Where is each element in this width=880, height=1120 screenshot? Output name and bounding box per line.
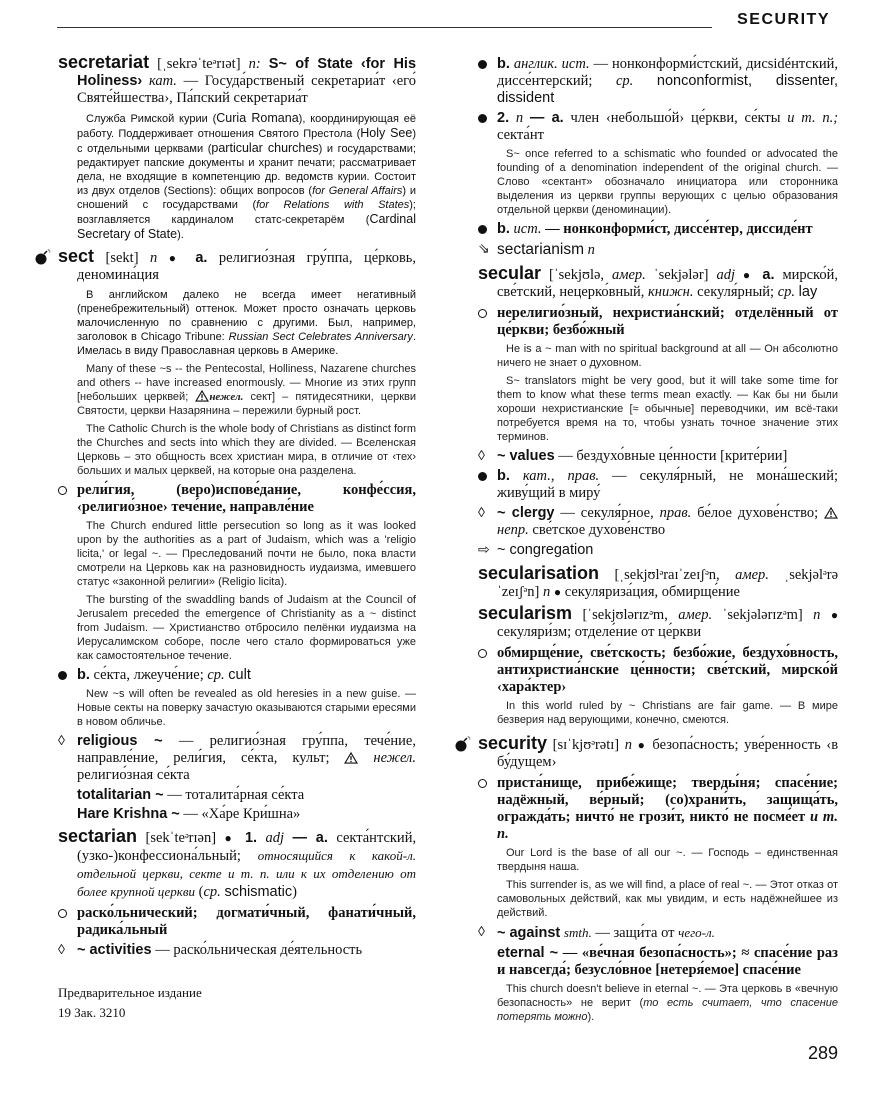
note-text: ) и сношений с государствами ( (77, 185, 416, 211)
sense-label: b. (77, 667, 90, 683)
translation: — секуля́рное, (560, 505, 654, 521)
part-of-speech: n (587, 242, 595, 258)
translation: — нонконформи́стский, дисsidéнтский, диссе́нтерский; (497, 56, 839, 89)
sense-label: a. (762, 267, 775, 283)
translation: све́тское духове́нство (532, 522, 666, 538)
headword: security (478, 733, 548, 753)
translation: рели́гия, (веро)испове́дание, конфе́ссия, ‹религио́зное› тече́ние, направле́ние (77, 482, 416, 515)
example-text: Many of these ~s -- the Pentecostal, Holliness, Nazarene churches and others -- have increased enormously. — Многие из этих групп [небольших церквей; (77, 363, 416, 403)
arrow-right-icon: ⇨ (478, 543, 490, 558)
phrase: S~ of State (268, 56, 353, 72)
translation: обмирще́ние, све́тскость; безбо́жие, бездухо́вность, антихристиа́нские це́нности; све́тский, мирско́й ‹хара́ктер› (497, 645, 838, 695)
example: Our Lord is the base of all our ~. — Господь – единственная твердыня наша. (497, 847, 838, 873)
headword: secular (478, 263, 542, 283)
footer (58, 983, 416, 1023)
page-header (0, 0, 880, 40)
phonetic: [ˈsekjʊlə, (548, 267, 605, 283)
diamond-icon: ◊ (58, 943, 65, 958)
usage-label: ист. (513, 221, 542, 237)
phonetic: ˌsekjəlᵊrəˈzeɪʃᵊn] (497, 567, 839, 600)
phonetic: [sekˈteᵊrɪən] (145, 830, 217, 846)
usage-label: амер. (678, 607, 713, 623)
bullet-icon (478, 110, 494, 128)
headword: secretariat (58, 52, 150, 72)
part-of-speech: n: (248, 56, 261, 72)
compare-word: schismatic (224, 884, 293, 900)
translation: — тоталита́рная се́кта (167, 787, 305, 803)
example (497, 982, 838, 1024)
subsense (478, 305, 838, 339)
entry-secularisation (478, 565, 838, 601)
ring-icon (478, 775, 494, 793)
bullet-icon: ● (553, 585, 562, 599)
usage-label: прав. (659, 505, 692, 521)
paren-open: ( (198, 884, 204, 900)
idiom-phrase: ~ values (497, 448, 555, 464)
usage-label: кат. (148, 73, 177, 89)
phonetic: [ˈsekjʊlərɪzᵊm, (582, 607, 668, 623)
translation: секта́нтский, (узко-)конфессиона́льный; (77, 830, 417, 864)
sense-2b (478, 221, 838, 238)
subsense (58, 482, 416, 516)
header-rule (57, 27, 712, 28)
bomb-icon (34, 248, 52, 266)
idiom (478, 448, 838, 465)
note-text: . Имелась в виду Православная церковь в Америке. (77, 331, 416, 357)
derivative (478, 241, 838, 259)
entry-secular (478, 265, 838, 301)
translation: секуля́рный; (697, 284, 775, 300)
phonetic: ˈsekjələr] (653, 267, 709, 283)
compare-word: cult (228, 667, 251, 683)
note-text: ) с отдельными церквами ( (77, 128, 416, 155)
example-text: сект] – пятидесятники, церкви Святости, церкви Назарянина – пережили бурный рост. (77, 391, 417, 417)
example: S~ translators might be very good, but it will take some time for them to know what these terms mean exactly. — Как бы ни были хороши нехристианские [≈ обычные] переводчики, им всё-таки потребуется время на то, чтобы узнать точное значение этих терминов. (497, 375, 838, 443)
note-text: ), координирующая её работу. Поддерживает отношения Святого Престола ( (77, 113, 416, 140)
diamond-icon: ◊ (478, 506, 485, 521)
headword: secularism (478, 603, 573, 623)
entry-sectarian (58, 828, 416, 901)
translation: религио́зная гру́ппа, це́рковь, деномина́ция (77, 250, 417, 283)
headword: secularisation (478, 563, 600, 583)
phonetic: [sɪˈkjʊᵊrətɪ] (552, 737, 620, 753)
footer-edition: Предварительное издание (58, 985, 202, 1000)
translation: раско́льнический; догмати́чный, фанати́чный, радика́льный (77, 905, 416, 938)
idiom-phrase: religious ~ (77, 733, 163, 749)
example: The Church endured little persecution so long as it was looked upon by the authorities as a part of Judaism, which was a 'religio licita,' or legal ~. — Преследований почти не было, пока власти смотрели на Церковь как на разновидность иудаизма, имевшего статус «законной религии» (Religio licita). (77, 520, 416, 588)
translation: — «Ха́ре Кри́шна» (183, 806, 301, 822)
footer-order: 19 Зак. 3210 (58, 1005, 126, 1020)
paren-close: ) (292, 884, 297, 900)
translation: се́кта, лжеуче́ние; (93, 667, 204, 683)
translation: секуляри́зм; отделе́ние от це́ркви (497, 624, 702, 640)
note-term: Curia Romana (216, 111, 299, 125)
idiom (58, 942, 416, 959)
translation: религио́зная се́кта (77, 767, 190, 783)
note-term: Holy See (360, 126, 413, 140)
sense-label: b. (497, 56, 510, 72)
bullet-icon: ● (168, 251, 184, 265)
example: He is a ~ man with no spiritual background at all — Он абсолютно ничего не знает о духовном. (497, 343, 838, 369)
translation: — раско́льническая де́ятельность (155, 942, 363, 958)
usage-label: амер. (611, 267, 646, 283)
example (77, 362, 416, 418)
usage-label: кат., прав. (522, 468, 600, 484)
ring-icon (478, 305, 494, 323)
idiom (478, 945, 838, 979)
note-term: particular churches (211, 141, 319, 155)
entry-security (478, 735, 838, 771)
idiom (58, 733, 416, 784)
idiom-phrase: ~ clergy (497, 505, 555, 521)
translation: — «ве́чная безопа́сность»; ≈ спасе́ние раз и навсегда́; безусло́вное [нетеря́емое] спасе́ние (497, 945, 839, 978)
warning-triangle-icon (195, 390, 209, 402)
part-of-speech: adj (716, 267, 735, 283)
usage-note (77, 111, 416, 242)
translation: — нонконформи́ст, диссе́нтер, диссиде́нт (545, 221, 813, 237)
ring-icon (58, 482, 74, 500)
translation: — секуля́рный, не мона́шеский; живу́щий в миру́ (497, 468, 838, 501)
note-text: ) и государствами; редактирует папские документы и хранит печати; рассматривает дела, не входящие в компетенцию др. ведомств курии. Состоит из двух отделов (Sections): общих вопросов ( (77, 143, 416, 197)
translation: мирско́й, све́тский, нецерко́вный, (497, 267, 839, 300)
headword: sectarian (58, 826, 138, 846)
translation: — Госуда́рственый секретариа́т ‹его́ Святе́йшества›, Па́пский секретариа́т (77, 73, 416, 106)
bullet-icon (478, 221, 494, 239)
note-text: ); возглавляется кардиналом статс-секретарём ( (77, 199, 416, 226)
part-of-speech: adj (265, 830, 285, 846)
ring-icon (478, 645, 494, 663)
idiom-phrase: totalitarian ~ (77, 787, 164, 803)
idiom (478, 924, 838, 942)
usage-label: амер. (735, 567, 769, 583)
part-of-speech: n (624, 737, 632, 753)
note-term: for Relations with States (256, 199, 410, 211)
subsense (58, 905, 416, 939)
warning-triangle-icon (824, 507, 838, 519)
usage-label: книжн. (647, 284, 694, 300)
bomb-icon (454, 735, 472, 753)
usage-note (77, 288, 416, 358)
bullet-icon: ● (830, 608, 839, 622)
ring-icon (58, 905, 74, 923)
bullet-icon: ● (637, 738, 647, 752)
example-text: This church doesn't believe in eternal ~. — Эта церковь в «вечную безопасность» не верит ( (497, 983, 838, 1009)
running-head: SECURITY (737, 11, 830, 28)
etc-label: и т. п. (497, 809, 838, 842)
derivative-word: sectarianism (497, 241, 584, 258)
sense-label: b. (497, 468, 510, 484)
sense-b (478, 468, 838, 502)
example: In this world ruled by ~ Christians are fair game. — В мире безверия над верующими, конечно, смеются. (497, 700, 838, 726)
note-term: Russian Sect Celebrates Anniversary (228, 331, 413, 343)
idiom-phrase: ~ activities (77, 942, 152, 958)
subsense (478, 775, 838, 843)
idiom-phrase: Hare Krishna ~ (77, 806, 180, 822)
idiom (478, 505, 838, 539)
sense-label: b. (497, 221, 510, 237)
note-text: Служба Римской курии ( (86, 113, 217, 125)
entry-secretariat (58, 54, 416, 107)
translation: секта́нт (497, 127, 544, 143)
translation: — религио́зная гру́ппа, тече́ние, направле́ние, рели́гия, се́кта, культ; (77, 733, 416, 766)
compare-label: cp. (616, 73, 634, 89)
note-text: В английском далеко не всегда имеет негативный (пренебрежительный) оттенок. Может просто означать церковь малочисленную по сравнению с другими. Был, например, заголовок в Chicago Tribune: (77, 289, 416, 343)
sense-number: 2. (497, 110, 510, 126)
note-term: for General Affairs (312, 185, 403, 197)
diamond-icon: ◊ (58, 734, 65, 749)
compare-word: lay (798, 284, 818, 300)
example: The Catholic Church is the whole body of Christians as distinct form the Churches and sects into which they are divided. — Вселенская Церковь – это общность всех христиан мира, в отличие от ‹тех› больших и малых церквей, на которые она разделена. (77, 423, 416, 477)
diamond-icon: ◊ (478, 925, 485, 940)
entry-secularism (478, 605, 838, 641)
example-text: ). (587, 1011, 595, 1023)
compare-label: cp. (777, 284, 796, 300)
left-column (58, 54, 416, 1023)
sense-label: — a. (292, 830, 328, 846)
idiom (58, 787, 416, 804)
bullet-icon (478, 56, 494, 74)
sense-label: — a. (529, 110, 564, 126)
derivative-hook-icon: ⇘ (478, 242, 490, 257)
sense-b (478, 56, 838, 107)
diamond-icon: ◊ (478, 449, 485, 464)
compare-label: cp. (203, 884, 221, 900)
sense-b (58, 667, 416, 684)
part-of-speech: n (542, 584, 551, 600)
phonetic: [ˌsekjʊlᵊraɪˈzeɪʃᵊn, (614, 567, 720, 583)
warning-triangle-icon (344, 752, 358, 764)
warning-label: непр. (497, 522, 529, 538)
compare-words: nonconformist, dissenter, dissident (497, 73, 838, 106)
example: S~ once referred to a schismatic who founded or advocated the founding of a denomination independent of the original church. — Слово «сектант» обозначало инициатора или сторонника выделения из церкви группы верующих с целью образования отдельной церкви (деноминации). (497, 148, 838, 216)
sense-2 (478, 110, 838, 144)
bullet-icon: ● (742, 268, 755, 282)
bullet-icon (478, 468, 494, 486)
note-text: ). (177, 229, 184, 241)
part-of-speech: n (150, 250, 158, 266)
phrase: ‹for His Holiness› (77, 56, 417, 89)
bullet-icon (58, 667, 74, 685)
translation: — защи́та от (595, 925, 675, 941)
gloss: относящийся к какой-л. отдельной церкви, секте и т. п. или к их отделению от более крупной церкви (77, 848, 417, 899)
warning-label: нежел. (373, 750, 416, 766)
bullet-icon: ● (224, 831, 237, 845)
phonetic: ˈsekjələrɪzᵊm] (722, 607, 803, 623)
warning-label: нежел. (209, 391, 244, 403)
page-number: 289 (807, 1043, 838, 1063)
usage-label: smth. (563, 925, 592, 940)
example: The bursting of the swaddling bands of Judaism at the Council of Jerusalem preceded the emergence of Christianity as a ~ distinct from Judaism. — Христианство отбросило пелёнки иудаизма на Иерусалимском соборе, после чего стало формироваться уже как самостоятельное течение. (77, 594, 416, 662)
see-also (478, 542, 838, 559)
translation: приста́нище, прибе́жище; тверды́ня; спасе́ние; надёжный, ве́рный; (со)храни́ть, защища́ть, огражда́ть; ничто́ не грози́т, никто́ не посме́ет (497, 775, 838, 825)
sense-label: a. (195, 250, 208, 266)
compare-label: cp. (207, 667, 225, 683)
note-term: Cardinal Secretary of State (77, 212, 416, 241)
headword: sect (58, 246, 95, 266)
example-gloss: то есть считает, что спасение потерять можно (497, 997, 838, 1023)
translation: член ‹небольшо́й› це́ркви, се́кты (570, 110, 781, 126)
translation: — бездухо́вные це́нности [крите́рии] (558, 448, 788, 464)
phonetic: [ˌsekrəˈteᵊrɪət] (157, 56, 241, 72)
phonetic: [sekt] (105, 250, 139, 266)
usage-label: англик. ист. (513, 56, 590, 72)
entry-sect (58, 248, 416, 284)
idiom-phrase: eternal ~ (497, 945, 559, 961)
right-column (478, 54, 838, 1064)
idiom (58, 806, 416, 823)
see-also-link[interactable]: ~ congregation (497, 542, 594, 558)
subsense (478, 645, 838, 696)
translation: безопа́сность; уве́ренность ‹в бу́дущем› (497, 737, 839, 770)
example: New ~s will often be revealed as old heresies in a new guise. — Новые секты на поверку зачастую оказываются старыми ересями в новом обличье. (77, 688, 416, 728)
part-of-speech: n (515, 110, 524, 126)
example: This surrender is, as we will find, a place of real ~. — Этот отказ от самовольных действий, как мы увидим, и есть надёжнейшее из действий. (497, 879, 838, 919)
sense-number: 1. (244, 830, 258, 846)
usage-label: чего-л. (678, 925, 715, 940)
translation: секуляриза́ция, обмирще́ние (564, 584, 740, 600)
translation: нерелигио́зный, нехристиа́нский; отделённый от це́ркви; безбо́жный (497, 305, 838, 338)
idiom-phrase: ~ against (497, 925, 561, 941)
etc-label: и т. п.; (787, 110, 839, 126)
translation: бе́лое духове́нство; (697, 505, 819, 521)
part-of-speech: n (813, 607, 821, 623)
page-body (0, 40, 880, 1064)
